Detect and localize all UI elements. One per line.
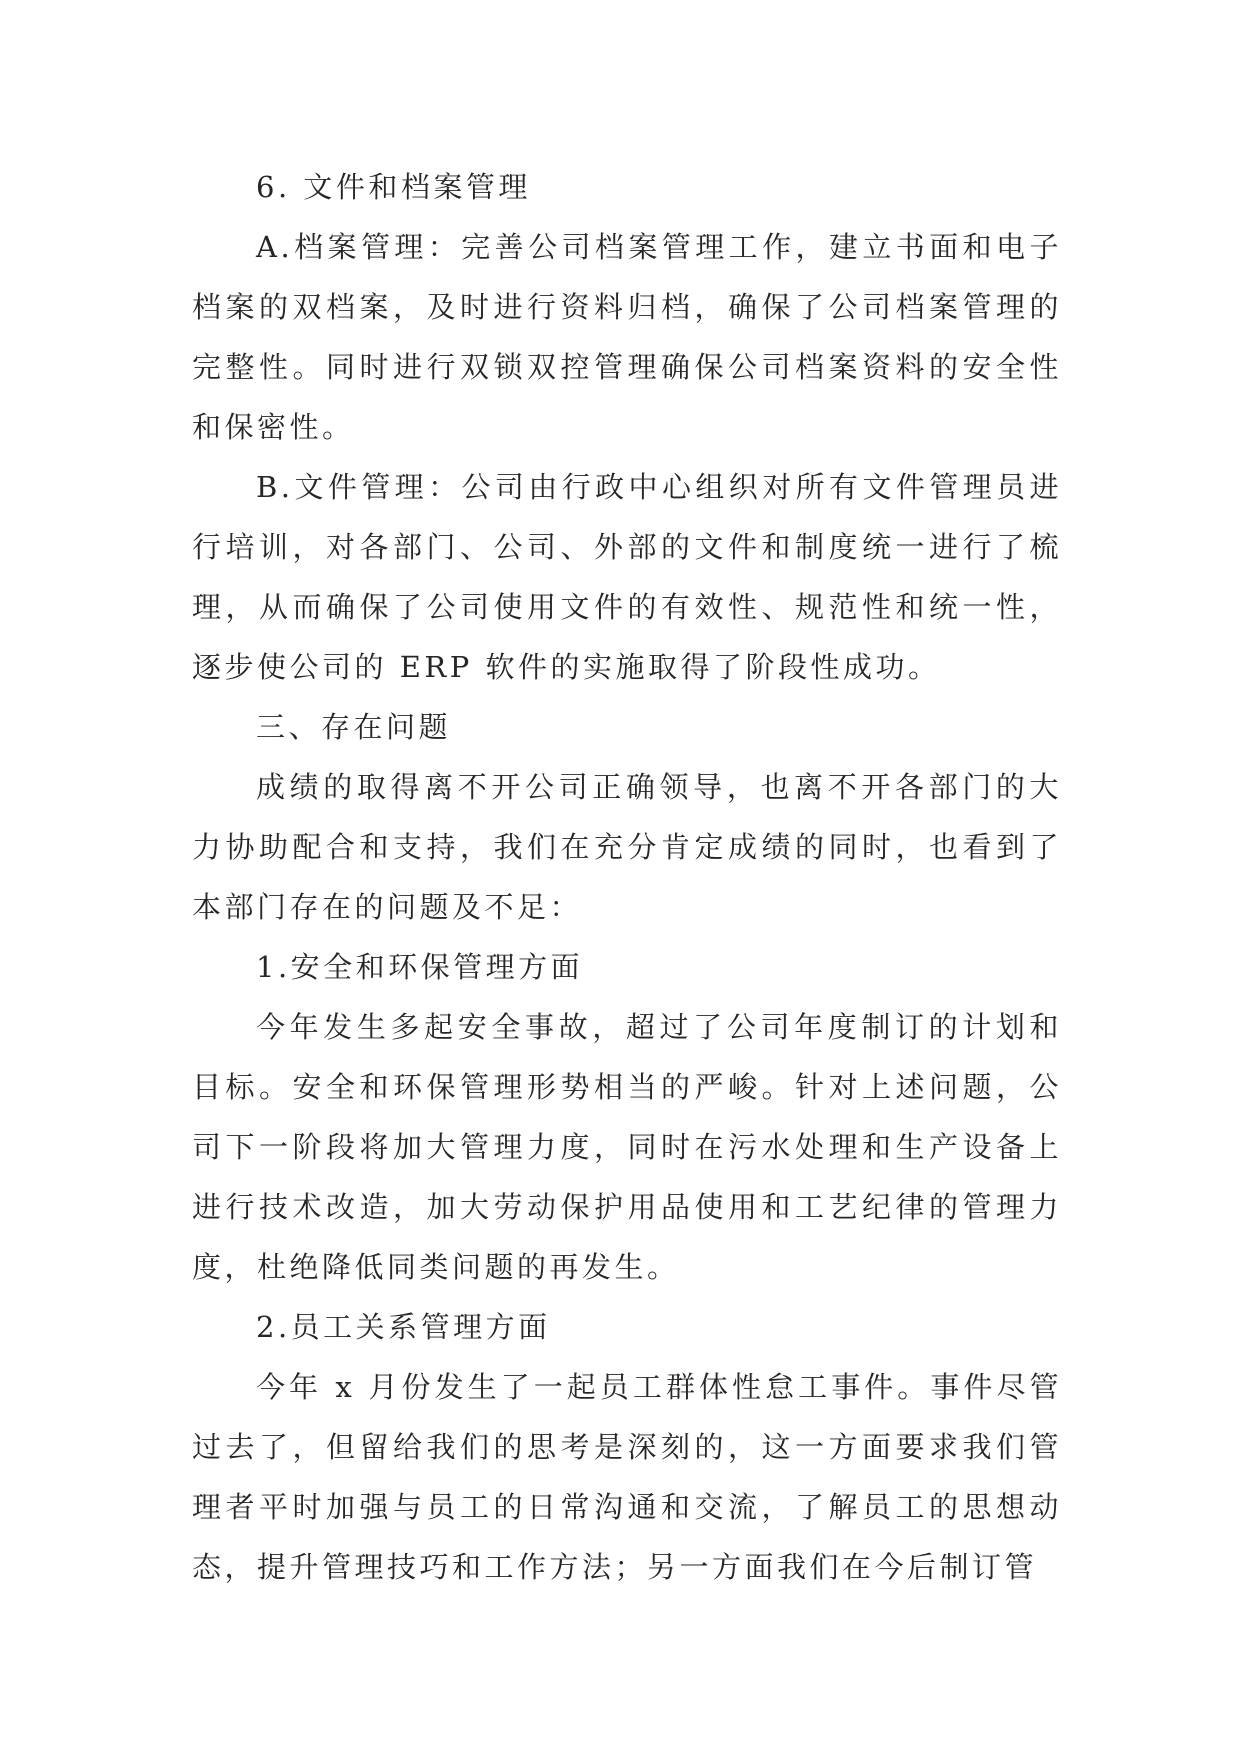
subheading-safety-environment: 1.安全和环保管理方面 [256, 950, 584, 984]
paragraph-archive-management: A.档案管理：完善公司档案管理工作，建立书面和电子档案的双档案，及时进行资料归档，确保了公司档案管理的完整性。同时进行双锁双控管理确保公司档案资料的安全性和保密性。 [192, 230, 1062, 444]
document-body [192, 157, 1062, 1597]
paragraph-safety-environment: 今年发生多起安全事故，超过了公司年度制订的计划和目标。安全和环保管理形势相当的严峻。针对上述问题，公司下一阶段将加大管理力度，同时在污水处理和生产设备上进行技术改造，加大劳动保护用品使用和工艺纪律的管理力度，杜绝降低同类问题的再发生。 [192, 1010, 1062, 1284]
section-heading-problems: 三、存在问题 [256, 710, 452, 744]
section-heading-file-archive: 6. 文件和档案管理 [256, 170, 531, 204]
paragraph-employee-relations: 今年 x 月份发生了一起员工群体性怠工事件。事件尽管过去了，但留给我们的思考是深刻的，这一方面要求我们管理者平时加强与员工的日常沟通和交流，了解员工的思想动态，提升管理技巧和工作方法；另一方面我们在今后制订管 [192, 1370, 1062, 1584]
paragraph-file-management: B.文件管理：公司由行政中心组织对所有文件管理员进行培训，对各部门、公司、外部的文件和制度统一进行了梳理，从而确保了公司使用文件的有效性、规范性和统一性，逐步使公司的 ERP 软件的实施取得了阶段性成功。 [192, 470, 1062, 684]
paragraph-problems-intro: 成绩的取得离不开公司正确领导，也离不开各部门的大力协助配合和支持，我们在充分肯定成绩的同时，也看到了本部门存在的问题及不足： [192, 770, 1062, 924]
subheading-employee-relations: 2.员工关系管理方面 [256, 1310, 551, 1344]
